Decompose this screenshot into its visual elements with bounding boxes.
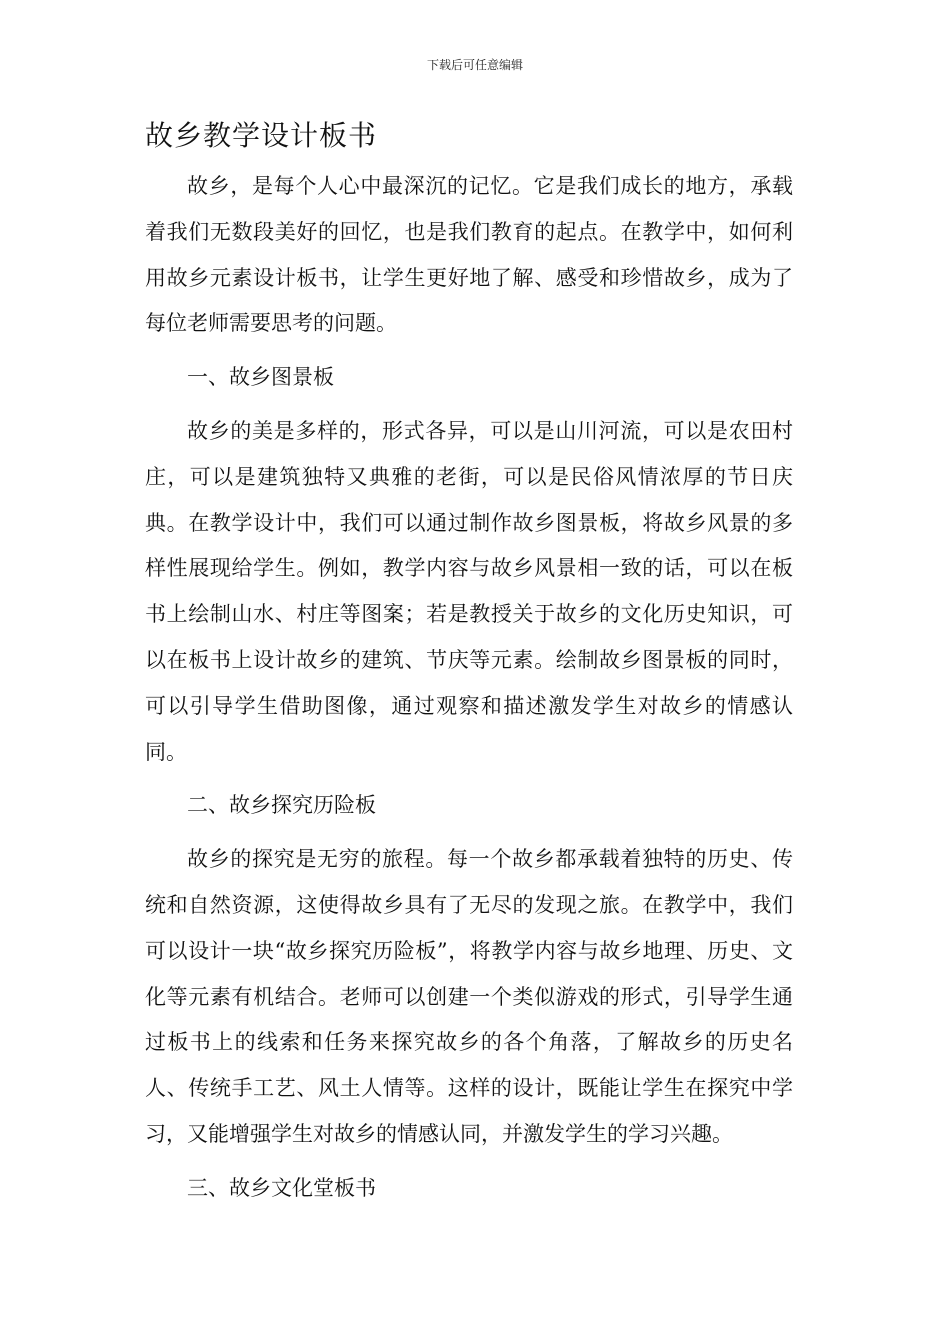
document-body [145, 114, 793, 1212]
section-heading-2: 二、故乡探究历险板 [187, 793, 376, 818]
section-heading-1: 一、故乡图景板 [187, 365, 334, 390]
section-heading-3: 三、故乡文化堂板书 [187, 1175, 376, 1200]
section-body-1: 故乡的美是多样的，形式各异，可以是山川河流，可以是农田村庄，可以是建筑独特又典雅的老街，可以是民俗风情浓厚的节日庆典。在教学设计中，我们可以通过制作故乡图景板，将故乡风景的多样性展现给学生。例如，教学内容与故乡风景相一致的话，可以在板书上绘制山水、村庄等图案；若是教授关于故乡的文化历史知识，可以在板书上设计故乡的建筑、节庆等元素。绘制故乡图景板的同时，可以引导学生借助图像，通过观察和描述激发学生对故乡的情感认同。 [145, 418, 793, 764]
section-body-2: 故乡的探究是无穷的旅程。每一个故乡都承载着独特的历史、传统和自然资源，这使得故乡具有了无尽的发现之旅。在教学中，我们可以设计一块“故乡探究历险板”，将教学内容与故乡地理、历史、文化等元素有机结合。老师可以创建一个类似游戏的形式，引导学生通过板书上的线索和任务来探究故乡的各个角落，了解故乡的历史名人、传统手工艺、风土人情等。这样的设计，既能让学生在探究中学习，又能增强学生对故乡的情感认同，并激发学生的学习兴趣。 [145, 847, 793, 1146]
section-gap [145, 1158, 793, 1166]
document-title: 故乡教学设计板书 [145, 119, 378, 152]
section-gap [145, 401, 793, 409]
section-gap [145, 829, 793, 837]
section-gap [145, 347, 793, 355]
section-gap [145, 775, 793, 783]
intro-paragraph: 故乡，是每个人心中最深沉的记忆。它是我们成长的地方，承载着我们无数段美好的回忆，也是我们教育的起点。在教学中，如何利用故乡元素设计板书，让学生更好地了解、感受和珍惜故乡，成为了每位老师需要思考的问题。 [145, 174, 793, 336]
page-header-note: 下载后可任意编辑 [426, 58, 523, 72]
